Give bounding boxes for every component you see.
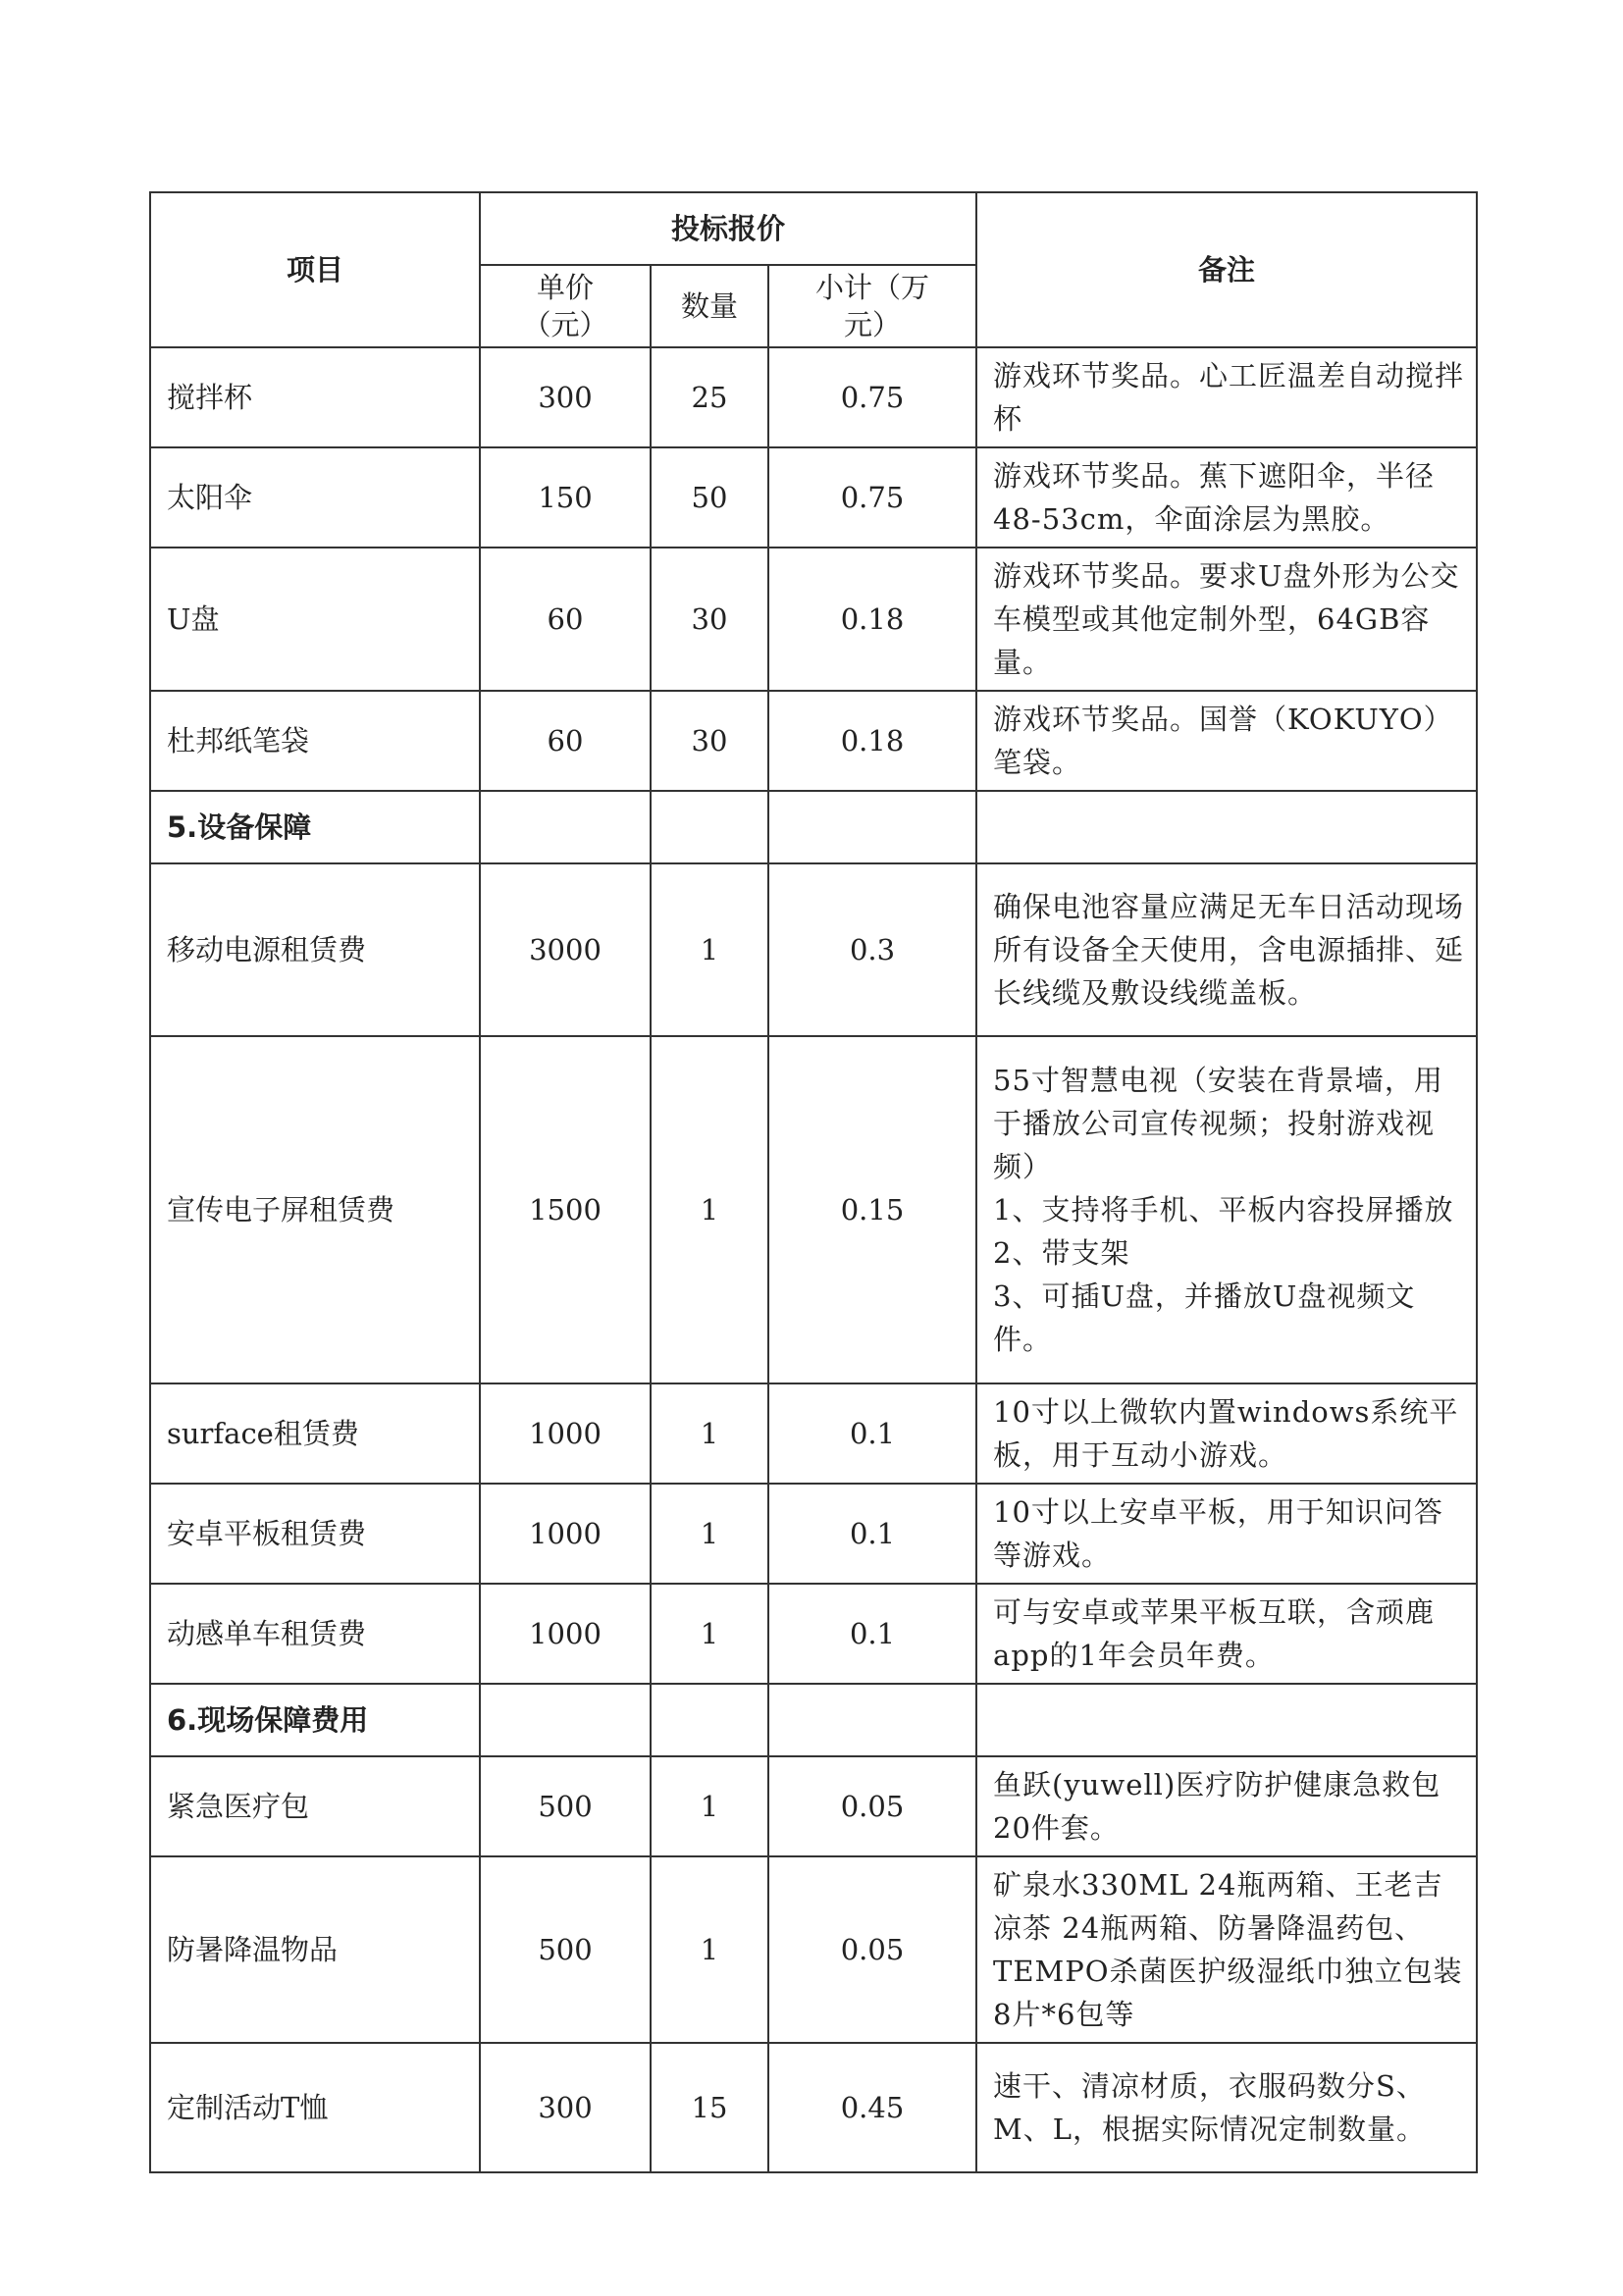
- table-row: [150, 1856, 1477, 2043]
- section-blank-remark: [976, 791, 1477, 863]
- item-cell: U盘: [150, 548, 480, 691]
- remark-line: 10寸以上安卓平板，用于知识问答等游戏。: [993, 1495, 1443, 1572]
- table-row: [150, 447, 1477, 548]
- remark-line: 游戏环节奖品。要求U盘外形为公交车模型或其他定制外型，64GB容量。: [993, 559, 1460, 679]
- header-quantity: 数量: [651, 265, 768, 347]
- quantity-cell: 1: [651, 1383, 768, 1484]
- subtotal-cell: 0.75: [768, 347, 976, 447]
- unit-price-cell: 1000: [480, 1584, 651, 1684]
- header-item: 项目: [150, 192, 480, 347]
- section-blank-subtotal: [768, 791, 976, 863]
- remark-line: 3、可插U盘，并播放U盘视频文件。: [993, 1279, 1416, 1356]
- remark-cell: [976, 1856, 1477, 2043]
- subtotal-cell: 0.05: [768, 1856, 976, 2043]
- header-bid-price: 投标报价: [480, 192, 976, 265]
- item-cell: 定制活动T恤: [150, 2043, 480, 2172]
- unit-price-cell: 500: [480, 1856, 651, 2043]
- remark-line: 可与安卓或苹果平板互联，含顽鹿app的1年会员年费。: [993, 1595, 1436, 1672]
- table-row: [150, 1484, 1477, 1584]
- remark-cell: [976, 447, 1477, 548]
- item-cell: 搅拌杯: [150, 347, 480, 447]
- table-row: [150, 1756, 1477, 1856]
- section-blank-remark: [976, 1684, 1477, 1756]
- quantity-cell: 1: [651, 1756, 768, 1856]
- item-cell: 安卓平板租赁费: [150, 1484, 480, 1584]
- remark-cell: [976, 548, 1477, 691]
- subtotal-cell: 0.1: [768, 1484, 976, 1584]
- section-blank-quantity: [651, 1684, 768, 1756]
- quantity-cell: 15: [651, 2043, 768, 2172]
- quantity-cell: 1: [651, 1036, 768, 1383]
- item-cell: 移动电源租赁费: [150, 863, 480, 1036]
- item-cell: surface租赁费: [150, 1383, 480, 1484]
- remark-line: 1、支持将手机、平板内容投屏播放: [993, 1193, 1454, 1226]
- remark-cell: [976, 1484, 1477, 1584]
- header-subtotal-text: 小计（万元）: [815, 271, 930, 341]
- item-cell: 紧急医疗包: [150, 1756, 480, 1856]
- unit-price-cell: 1000: [480, 1383, 651, 1484]
- header-unit-price-text: 单价（元）: [522, 271, 608, 341]
- section-blank-unit-price: [480, 1684, 651, 1756]
- subtotal-cell: 0.3: [768, 863, 976, 1036]
- remark-cell: [976, 1756, 1477, 1856]
- header-row: [150, 192, 1477, 265]
- table-row: [150, 1383, 1477, 1484]
- bid-quotation-table: [149, 191, 1478, 2173]
- section-blank-unit-price: [480, 791, 651, 863]
- remark-line: 游戏环节奖品。心工匠温差自动搅拌杯: [993, 359, 1465, 436]
- remark-cell: [976, 1383, 1477, 1484]
- table-row: [150, 347, 1477, 447]
- item-cell: 动感单车租赁费: [150, 1584, 480, 1684]
- header-unit-price: [480, 265, 651, 347]
- remark-line: 10寸以上微软内置windows系统平板，用于互动小游戏。: [993, 1395, 1459, 1472]
- remark-line: 鱼跃(yuwell)医疗防护健康急救包20件套。: [993, 1768, 1441, 1845]
- quantity-cell: 1: [651, 863, 768, 1036]
- item-cell: 杜邦纸笔袋: [150, 691, 480, 791]
- subtotal-cell: 0.1: [768, 1383, 976, 1484]
- table-row: [150, 1584, 1477, 1684]
- unit-price-cell: 300: [480, 2043, 651, 2172]
- subtotal-cell: 0.18: [768, 691, 976, 791]
- remark-line: 速干、清凉材质，衣服码数分S、M、L，根据实际情况定制数量。: [993, 2069, 1426, 2146]
- unit-price-cell: 60: [480, 548, 651, 691]
- subtotal-cell: 0.18: [768, 548, 976, 691]
- quantity-cell: 1: [651, 1856, 768, 2043]
- remark-line: 游戏环节奖品。国誉（KOKUYO）笔袋。: [993, 703, 1453, 779]
- unit-price-cell: 1500: [480, 1036, 651, 1383]
- unit-price-cell: 3000: [480, 863, 651, 1036]
- unit-price-cell: 1000: [480, 1484, 651, 1584]
- table-row: [150, 548, 1477, 691]
- remark-cell: [976, 2043, 1477, 2172]
- remark-line: 矿泉水330ML 24瓶两箱、王老吉凉茶 24瓶两箱、防暑降温药包、TEMPO杀菌医护级湿纸巾独立包装8片*6包等: [993, 1868, 1463, 2031]
- item-cell: 太阳伞: [150, 447, 480, 548]
- remark-cell: [976, 1036, 1477, 1383]
- subtotal-cell: 0.75: [768, 447, 976, 548]
- unit-price-cell: 60: [480, 691, 651, 791]
- quantity-cell: 30: [651, 691, 768, 791]
- remark-line: 游戏环节奖品。蕉下遮阳伞，半径48-53cm，伞面涂层为黑胶。: [993, 459, 1436, 536]
- remark-cell: [976, 863, 1477, 1036]
- quantity-cell: 30: [651, 548, 768, 691]
- remark-cell: [976, 347, 1477, 447]
- remark-line: 2、带支架: [993, 1236, 1130, 1270]
- remark-line: 确保电池容量应满足无车日活动现场所有设备全天使用，含电源插排、延长线缆及敷设线缆盖板。: [993, 890, 1465, 1010]
- quantity-cell: 25: [651, 347, 768, 447]
- table-row: [150, 2043, 1477, 2172]
- item-cell: 防暑降温物品: [150, 1856, 480, 2043]
- subtotal-cell: 0.05: [768, 1756, 976, 1856]
- unit-price-cell: 150: [480, 447, 651, 548]
- remark-cell: [976, 691, 1477, 791]
- table-body: [150, 192, 1477, 2172]
- unit-price-cell: 300: [480, 347, 651, 447]
- table-row: [150, 1036, 1477, 1383]
- subtotal-cell: 0.15: [768, 1036, 976, 1383]
- header-subtotal: [768, 265, 976, 347]
- table-row: [150, 691, 1477, 791]
- subtotal-cell: 0.45: [768, 2043, 976, 2172]
- unit-price-cell: 500: [480, 1756, 651, 1856]
- quantity-cell: 1: [651, 1484, 768, 1584]
- table-row: [150, 863, 1477, 1036]
- quantity-cell: 1: [651, 1584, 768, 1684]
- remark-line: 55寸智慧电视（安装在背景墙，用于播放公司宣传视频；投射游戏视频）: [993, 1064, 1443, 1183]
- section-blank-subtotal: [768, 1684, 976, 1756]
- section-row: [150, 1684, 1477, 1756]
- section-title: 5.设备保障: [150, 791, 480, 863]
- section-title: 6.现场保障费用: [150, 1684, 480, 1756]
- remark-cell: [976, 1584, 1477, 1684]
- section-row: [150, 791, 1477, 863]
- subtotal-cell: 0.1: [768, 1584, 976, 1684]
- section-blank-quantity: [651, 791, 768, 863]
- header-remark: 备注: [976, 192, 1477, 347]
- item-cell: 宣传电子屏租赁费: [150, 1036, 480, 1383]
- quantity-cell: 50: [651, 447, 768, 548]
